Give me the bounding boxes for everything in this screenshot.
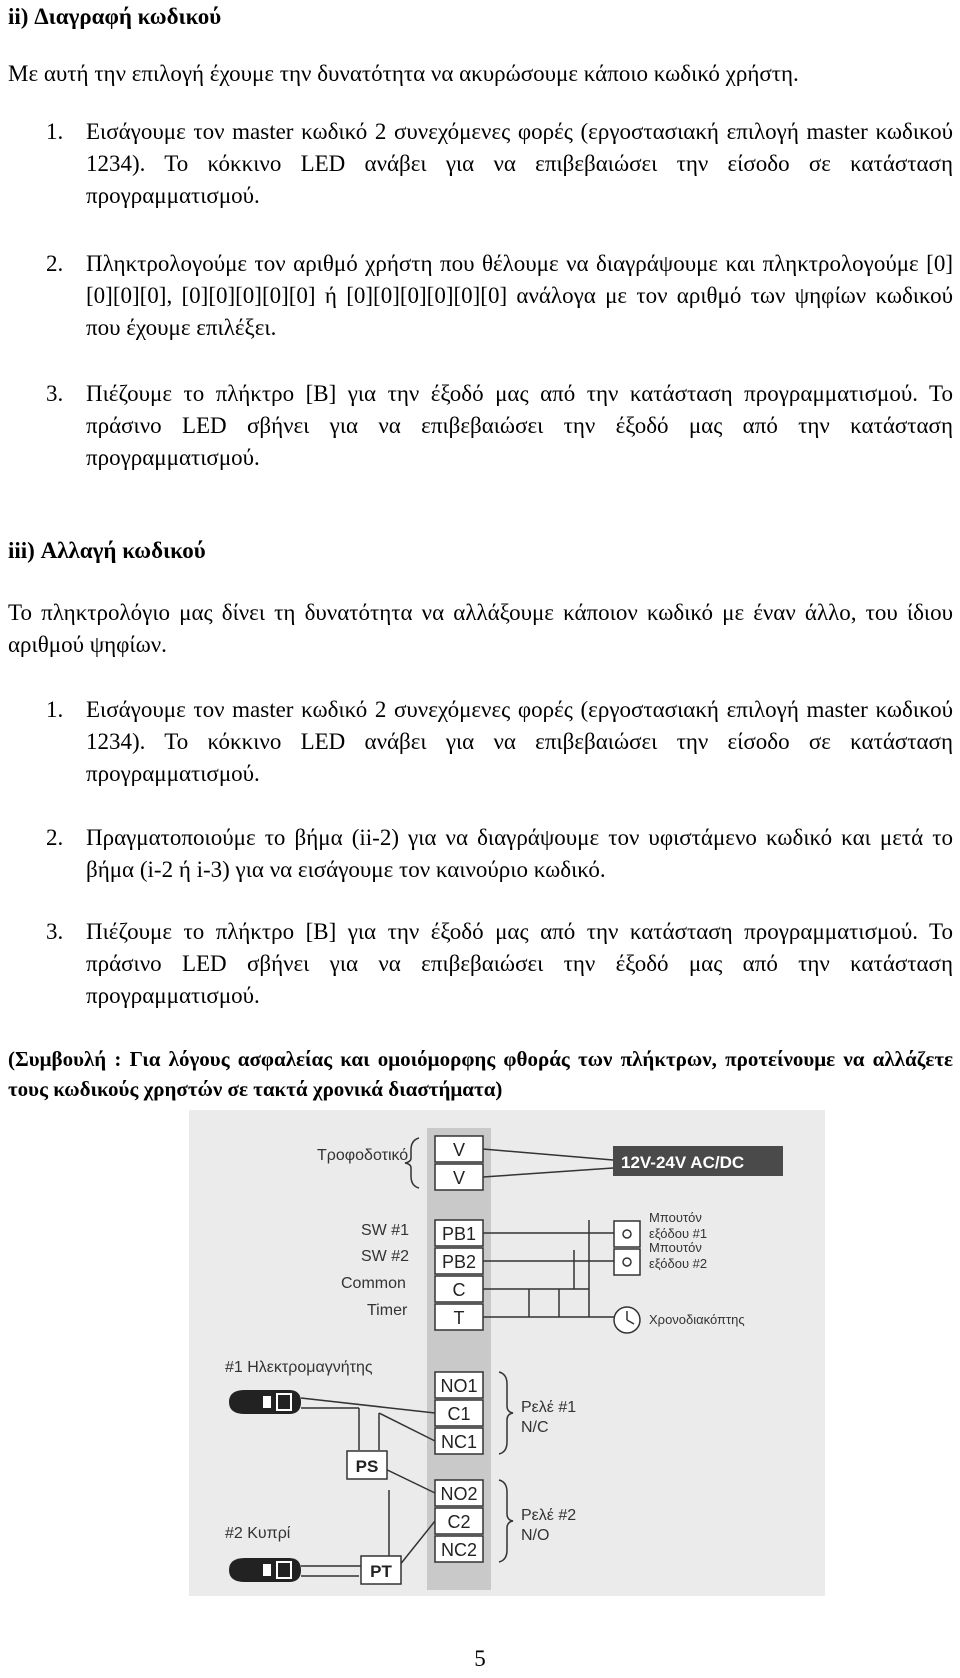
section-iii-heading: iii) Αλλαγή κωδικού (8, 538, 206, 563)
step-text: Εισάγουμε τον master κωδικό 2 συνεχόμενες φορές (εργοστασιακή επιλογή master κωδικού 1234). Το κόκκινο LED ανάβει για να επιβεβαιώσει την είσοδο σε κατάσταση προγραμματισμού. (86, 697, 953, 786)
label-exit-button-1-line2: εξόδου #1 (649, 1226, 708, 1241)
voltage-banner-text: 12V-24V AC/DC (621, 1153, 745, 1172)
label-exit-button-2-line1: Μπουτόν (649, 1240, 702, 1255)
step-text: Πληκτρολογούμε τον αριθμό χρήστη που θέλουμε να διαγράψουμε και πληκτρολογούμε [0][0][0][0], [0][0][0][0][0] ή [0][0][0][0][0][0] ανάλογα με τον αριθμό των ψηφίων κωδικού που έχουμε επιλέξει. (86, 251, 953, 340)
exit-button-2-icon (614, 1249, 640, 1275)
step-number: 2. (46, 251, 64, 276)
security-tip: (Συμβουλή : Για λόγους ασφαλείας και ομοιόμορφης φθοράς των πλήκτρων, προτείνουμε να αλλάζετε τους κωδικούς χρηστών σε τακτά χρονικά διαστήματα) (8, 1047, 953, 1101)
label-relay-1: Ρελέ #1 (521, 1399, 577, 1416)
terminal-no1-label: NO1 (440, 1376, 478, 1396)
terminal-pb1-label: PB1 (441, 1224, 477, 1244)
terminal-c1-label: C1 (447, 1404, 471, 1424)
wiring-diagram (189, 1110, 825, 1596)
step-number: 3. (46, 381, 64, 406)
label-relay-2-mode: N/O (521, 1527, 550, 1544)
section-iii-step-2 (46, 822, 953, 886)
label-timer: Timer (367, 1302, 408, 1319)
terminal-v1-label: V (452, 1140, 466, 1160)
diagram-background (189, 1110, 825, 1596)
section-ii-step-2 (46, 248, 953, 344)
terminal-c-label: C (452, 1280, 466, 1300)
label-power-supply: Τροφοδοτικό (317, 1147, 409, 1164)
step-text: Εισάγουμε τον master κωδικό 2 συνεχόμενες φορές (εργοστασιακή επιλογή master κωδικού 1234). Το κόκκινο LED ανάβει για να επιβεβαιώσει την είσοδο σε κατάσταση προγραμματισμού. (86, 119, 953, 208)
section-iii-step-1 (46, 694, 953, 790)
terminal-c2-label: C2 (447, 1512, 471, 1532)
electric-strike-icon (229, 1558, 301, 1582)
section-ii-intro: Με αυτή την επιλογή έχουμε την δυνατότητα να ακυρώσουμε κάποιο κωδικό χρήστη. (8, 61, 799, 86)
section-iii-intro: Το πληκτρολόγιο μας δίνει τη δυνατότητα να αλλάξουμε κάποιον κωδικό με έναν άλλο, του ίδιου αριθμού ψηφίων. (8, 600, 953, 657)
page-number: 5 (474, 1646, 486, 1671)
label-lock2: #2 Κυπρί (225, 1525, 291, 1542)
label-sw2: SW #2 (361, 1248, 410, 1265)
step-number: 1. (46, 697, 64, 722)
label-common: Common (341, 1275, 406, 1292)
step-text: Πραγματοποιούμε το βήμα (ii-2) για να διαγράψουμε τον υφιστάμενο κωδικό και μετά το βήμα (i-2 ή i-3) για να εισάγουμε τον καινούριο κωδικό. (86, 825, 953, 882)
terminal-nc1-label: NC1 (440, 1432, 478, 1452)
section-iii-step-3 (46, 916, 953, 1012)
terminal-pb2-label: PB2 (441, 1252, 477, 1272)
label-lock1: #1 Ηλεκτρομαγνήτης (225, 1359, 373, 1376)
label-exit-button-2-line2: εξόδου #2 (649, 1256, 708, 1271)
step-number: 3. (46, 919, 64, 944)
clock-icon (614, 1307, 640, 1333)
step-number: 2. (46, 825, 64, 850)
terminal-v2-label: V (452, 1168, 466, 1188)
label-relay-2: Ρελέ #2 (521, 1507, 577, 1524)
terminal-nc2-label: NC2 (440, 1540, 478, 1560)
step-text: Πιέζουμε το πλήκτρο [B] για την έξοδό μας από την κατάσταση προγραμματισμού. Το πράσινο LED σβήνει για να επιβεβαιώσει την έξοδό μας από την κατάσταση προγραμματισμού. (86, 381, 953, 470)
step-text: Πιέζουμε το πλήκτρο [B] για την έξοδό μας από την κατάσταση προγραμματισμού. Το πράσινο LED σβήνει για να επιβεβαιώσει την έξοδό μας από την κατάσταση προγραμματισμού. (86, 919, 953, 1008)
section-ii-heading: ii) Διαγραφή κωδικού (8, 4, 222, 29)
exit-button-1-icon (614, 1221, 640, 1247)
section-ii-step-3 (46, 378, 953, 474)
terminal-t-label: T (453, 1308, 465, 1328)
step-number: 1. (46, 119, 64, 144)
pt-label: PT (370, 1562, 392, 1581)
label-exit-button-1-line1: Μπουτόν (649, 1210, 702, 1225)
terminal-no2-label: NO2 (440, 1484, 478, 1504)
label-relay-1-mode: N/C (521, 1419, 549, 1436)
label-sw1: SW #1 (361, 1222, 410, 1239)
label-timer-switch: Χρονοδιακόπτης (649, 1312, 745, 1327)
section-ii-step-1 (46, 116, 953, 212)
ps-label: PS (355, 1457, 379, 1476)
electromagnet-lock-icon (229, 1390, 301, 1414)
